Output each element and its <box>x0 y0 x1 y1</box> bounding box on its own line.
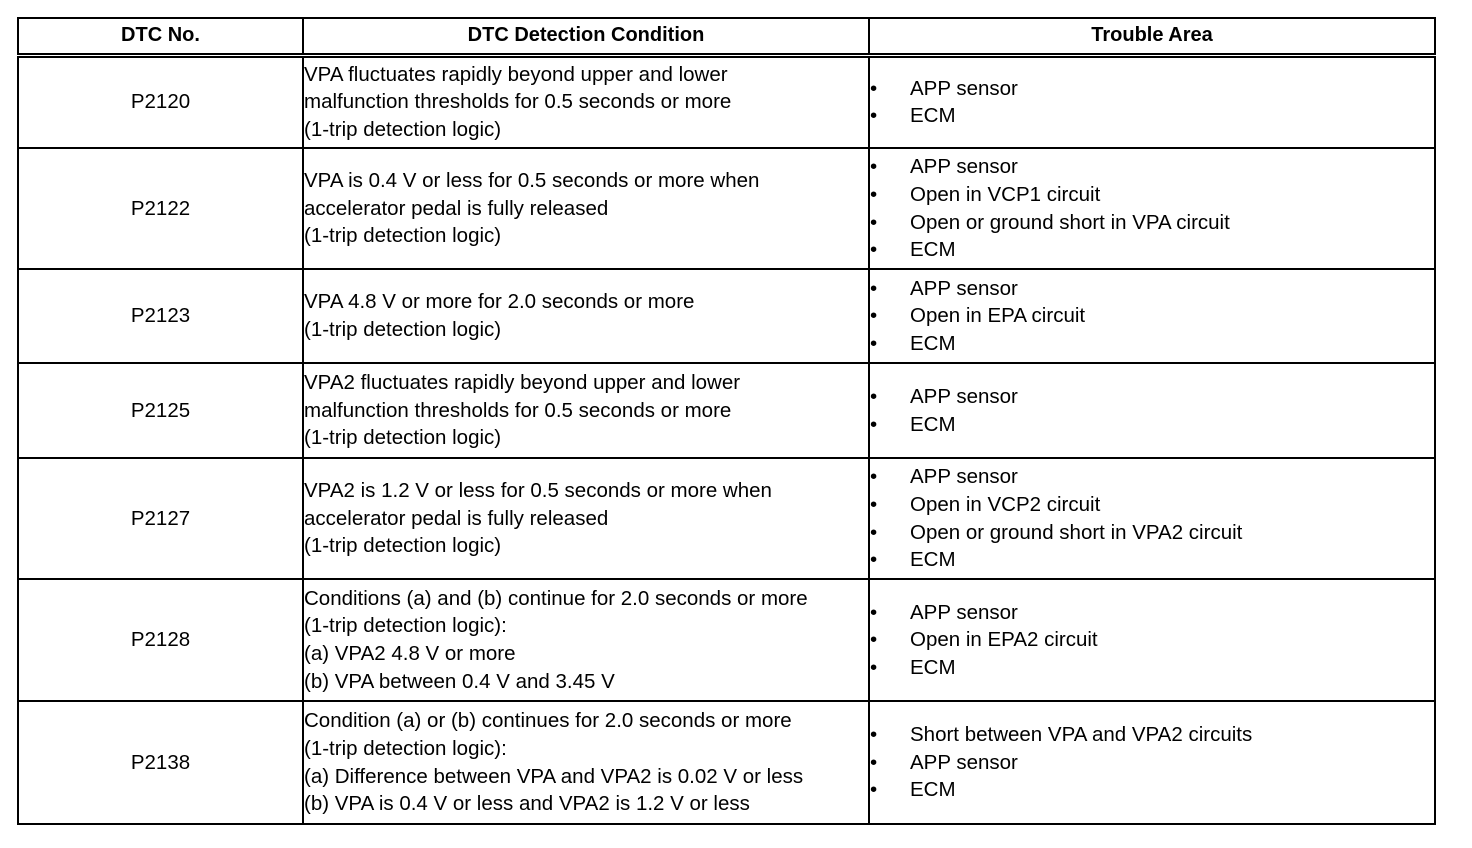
trouble-area-item: • Open or ground short in VPA2 circuit <box>870 519 1434 547</box>
bullet-icon: • <box>870 76 878 100</box>
condition-line: (a) VPA2 4.8 V or more <box>304 642 516 665</box>
condition-line: (a) Difference between VPA and VPA2 is 0.02 V or less <box>304 764 804 788</box>
trouble-area-item: • Open or ground short in VPA circuit <box>870 209 1434 237</box>
table-row <box>18 701 1435 824</box>
bullet-icon: • <box>870 723 878 747</box>
trouble-area-item: • APP sensor <box>870 275 1434 303</box>
trouble-area-item: • APP sensor <box>870 463 1434 491</box>
trouble-area-item: • ECM <box>870 236 1434 264</box>
trouble-area-list <box>870 721 1434 804</box>
condition-line: Condition (a) or (b) continues for 2.0 seconds or more <box>304 709 792 733</box>
detection-condition <box>303 579 869 701</box>
condition-line: VPA2 fluctuates rapidly beyond upper and lower <box>304 371 741 395</box>
bullet-icon: • <box>870 600 878 624</box>
dtc-code: P2122 <box>18 148 303 269</box>
dtc-code: P2120 <box>18 55 303 148</box>
trouble-area-list <box>870 463 1434 573</box>
condition-line: (1-trip detection logic) <box>304 426 502 450</box>
trouble-area-item: • ECM <box>870 654 1434 682</box>
dtc-code: P2128 <box>18 579 303 701</box>
header-detection-condition: DTC Detection Condition <box>303 18 869 55</box>
dtc-code: P2125 <box>18 363 303 458</box>
trouble-area-list <box>870 153 1434 263</box>
table-row <box>18 458 1435 579</box>
table-row <box>18 269 1435 363</box>
dtc-table <box>17 17 1436 825</box>
trouble-area <box>869 55 1435 148</box>
bullet-icon: • <box>870 548 878 572</box>
condition-line: accelerator pedal is fully released <box>304 506 609 530</box>
detection-condition <box>303 55 869 148</box>
detection-condition <box>303 363 869 458</box>
trouble-area-item: • Open in VCP2 circuit <box>870 491 1434 519</box>
trouble-area-item: • Short between VPA and VPA2 circuits <box>870 721 1434 749</box>
bullet-icon: • <box>870 384 878 408</box>
condition-line: accelerator pedal is fully released <box>304 196 609 220</box>
condition-line: (1-trip detection logic) <box>304 318 502 341</box>
bullet-icon: • <box>870 628 878 652</box>
bullet-icon: • <box>870 465 878 489</box>
trouble-area <box>869 701 1435 824</box>
trouble-area-item: • APP sensor <box>870 383 1434 411</box>
detection-condition <box>303 458 869 579</box>
trouble-area-item: • Open in VCP1 circuit <box>870 181 1434 209</box>
condition-line: (1-trip detection logic): <box>304 614 507 638</box>
condition-line: (1-trip detection logic) <box>304 118 502 142</box>
bullet-icon: • <box>870 104 878 128</box>
condition-line: VPA fluctuates rapidly beyond upper and lower <box>304 62 728 86</box>
trouble-area-item: • Open in EPA2 circuit <box>870 626 1434 654</box>
trouble-area <box>869 269 1435 363</box>
bullet-icon: • <box>870 238 878 262</box>
header-dtc-no: DTC No. <box>18 18 303 55</box>
condition-line: (1-trip detection logic) <box>304 224 502 248</box>
trouble-area-item: • ECM <box>870 776 1434 804</box>
condition-line: VPA is 0.4 V or less for 0.5 seconds or more when <box>304 169 760 193</box>
trouble-area-item: • ECM <box>870 102 1434 130</box>
bullet-icon: • <box>870 155 878 179</box>
condition-line: VPA2 is 1.2 V or less for 0.5 seconds or more when <box>304 479 772 503</box>
detection-condition <box>303 148 869 269</box>
trouble-area-item: • Open in EPA circuit <box>870 302 1434 330</box>
trouble-area-list <box>870 75 1434 130</box>
trouble-area <box>869 458 1435 579</box>
condition-line: (1-trip detection logic) <box>304 534 502 558</box>
trouble-area-item: • APP sensor <box>870 599 1434 627</box>
table-row <box>18 148 1435 269</box>
bullet-icon: • <box>870 520 878 544</box>
bullet-icon: • <box>870 182 878 206</box>
bullet-icon: • <box>870 276 878 300</box>
detection-condition <box>303 269 869 363</box>
trouble-area-list <box>870 383 1434 438</box>
condition-line: malfunction thresholds for 0.5 seconds or more <box>304 398 732 422</box>
table-header-row <box>18 18 1435 55</box>
dtc-code: P2138 <box>18 701 303 824</box>
condition-line: (b) VPA is 0.4 V or less and VPA2 is 1.2 V or less <box>304 792 750 816</box>
condition-line: malfunction thresholds for 0.5 seconds or more <box>304 90 732 114</box>
bullet-icon: • <box>870 655 878 679</box>
table-row <box>18 579 1435 701</box>
dtc-code: P2127 <box>18 458 303 579</box>
trouble-area <box>869 579 1435 701</box>
bullet-icon: • <box>870 778 878 802</box>
header-trouble-area: Trouble Area <box>869 18 1435 55</box>
trouble-area-item: • ECM <box>870 411 1434 439</box>
dtc-code: P2123 <box>18 269 303 363</box>
trouble-area-list <box>870 599 1434 682</box>
condition-line: Conditions (a) and (b) continue for 2.0 seconds or more <box>304 586 808 610</box>
condition-line: (1-trip detection logic): <box>304 736 507 760</box>
table-row <box>18 363 1435 458</box>
trouble-area-list <box>870 275 1434 358</box>
trouble-area <box>869 148 1435 269</box>
bullet-icon: • <box>870 210 878 234</box>
condition-line: (b) VPA between 0.4 V and 3.45 V <box>304 669 615 693</box>
bullet-icon: • <box>870 304 878 328</box>
condition-line: VPA 4.8 V or more for 2.0 seconds or more <box>304 290 695 314</box>
bullet-icon: • <box>870 750 878 774</box>
bullet-icon: • <box>870 331 878 355</box>
bullet-icon: • <box>870 412 878 436</box>
trouble-area-item: • ECM <box>870 330 1434 358</box>
trouble-area-item: • APP sensor <box>870 153 1434 181</box>
trouble-area-item: • ECM <box>870 546 1434 574</box>
detection-condition <box>303 701 869 824</box>
table-row <box>18 55 1435 148</box>
trouble-area-item: • APP sensor <box>870 75 1434 103</box>
trouble-area <box>869 363 1435 458</box>
bullet-icon: • <box>870 492 878 516</box>
trouble-area-item: • APP sensor <box>870 749 1434 777</box>
